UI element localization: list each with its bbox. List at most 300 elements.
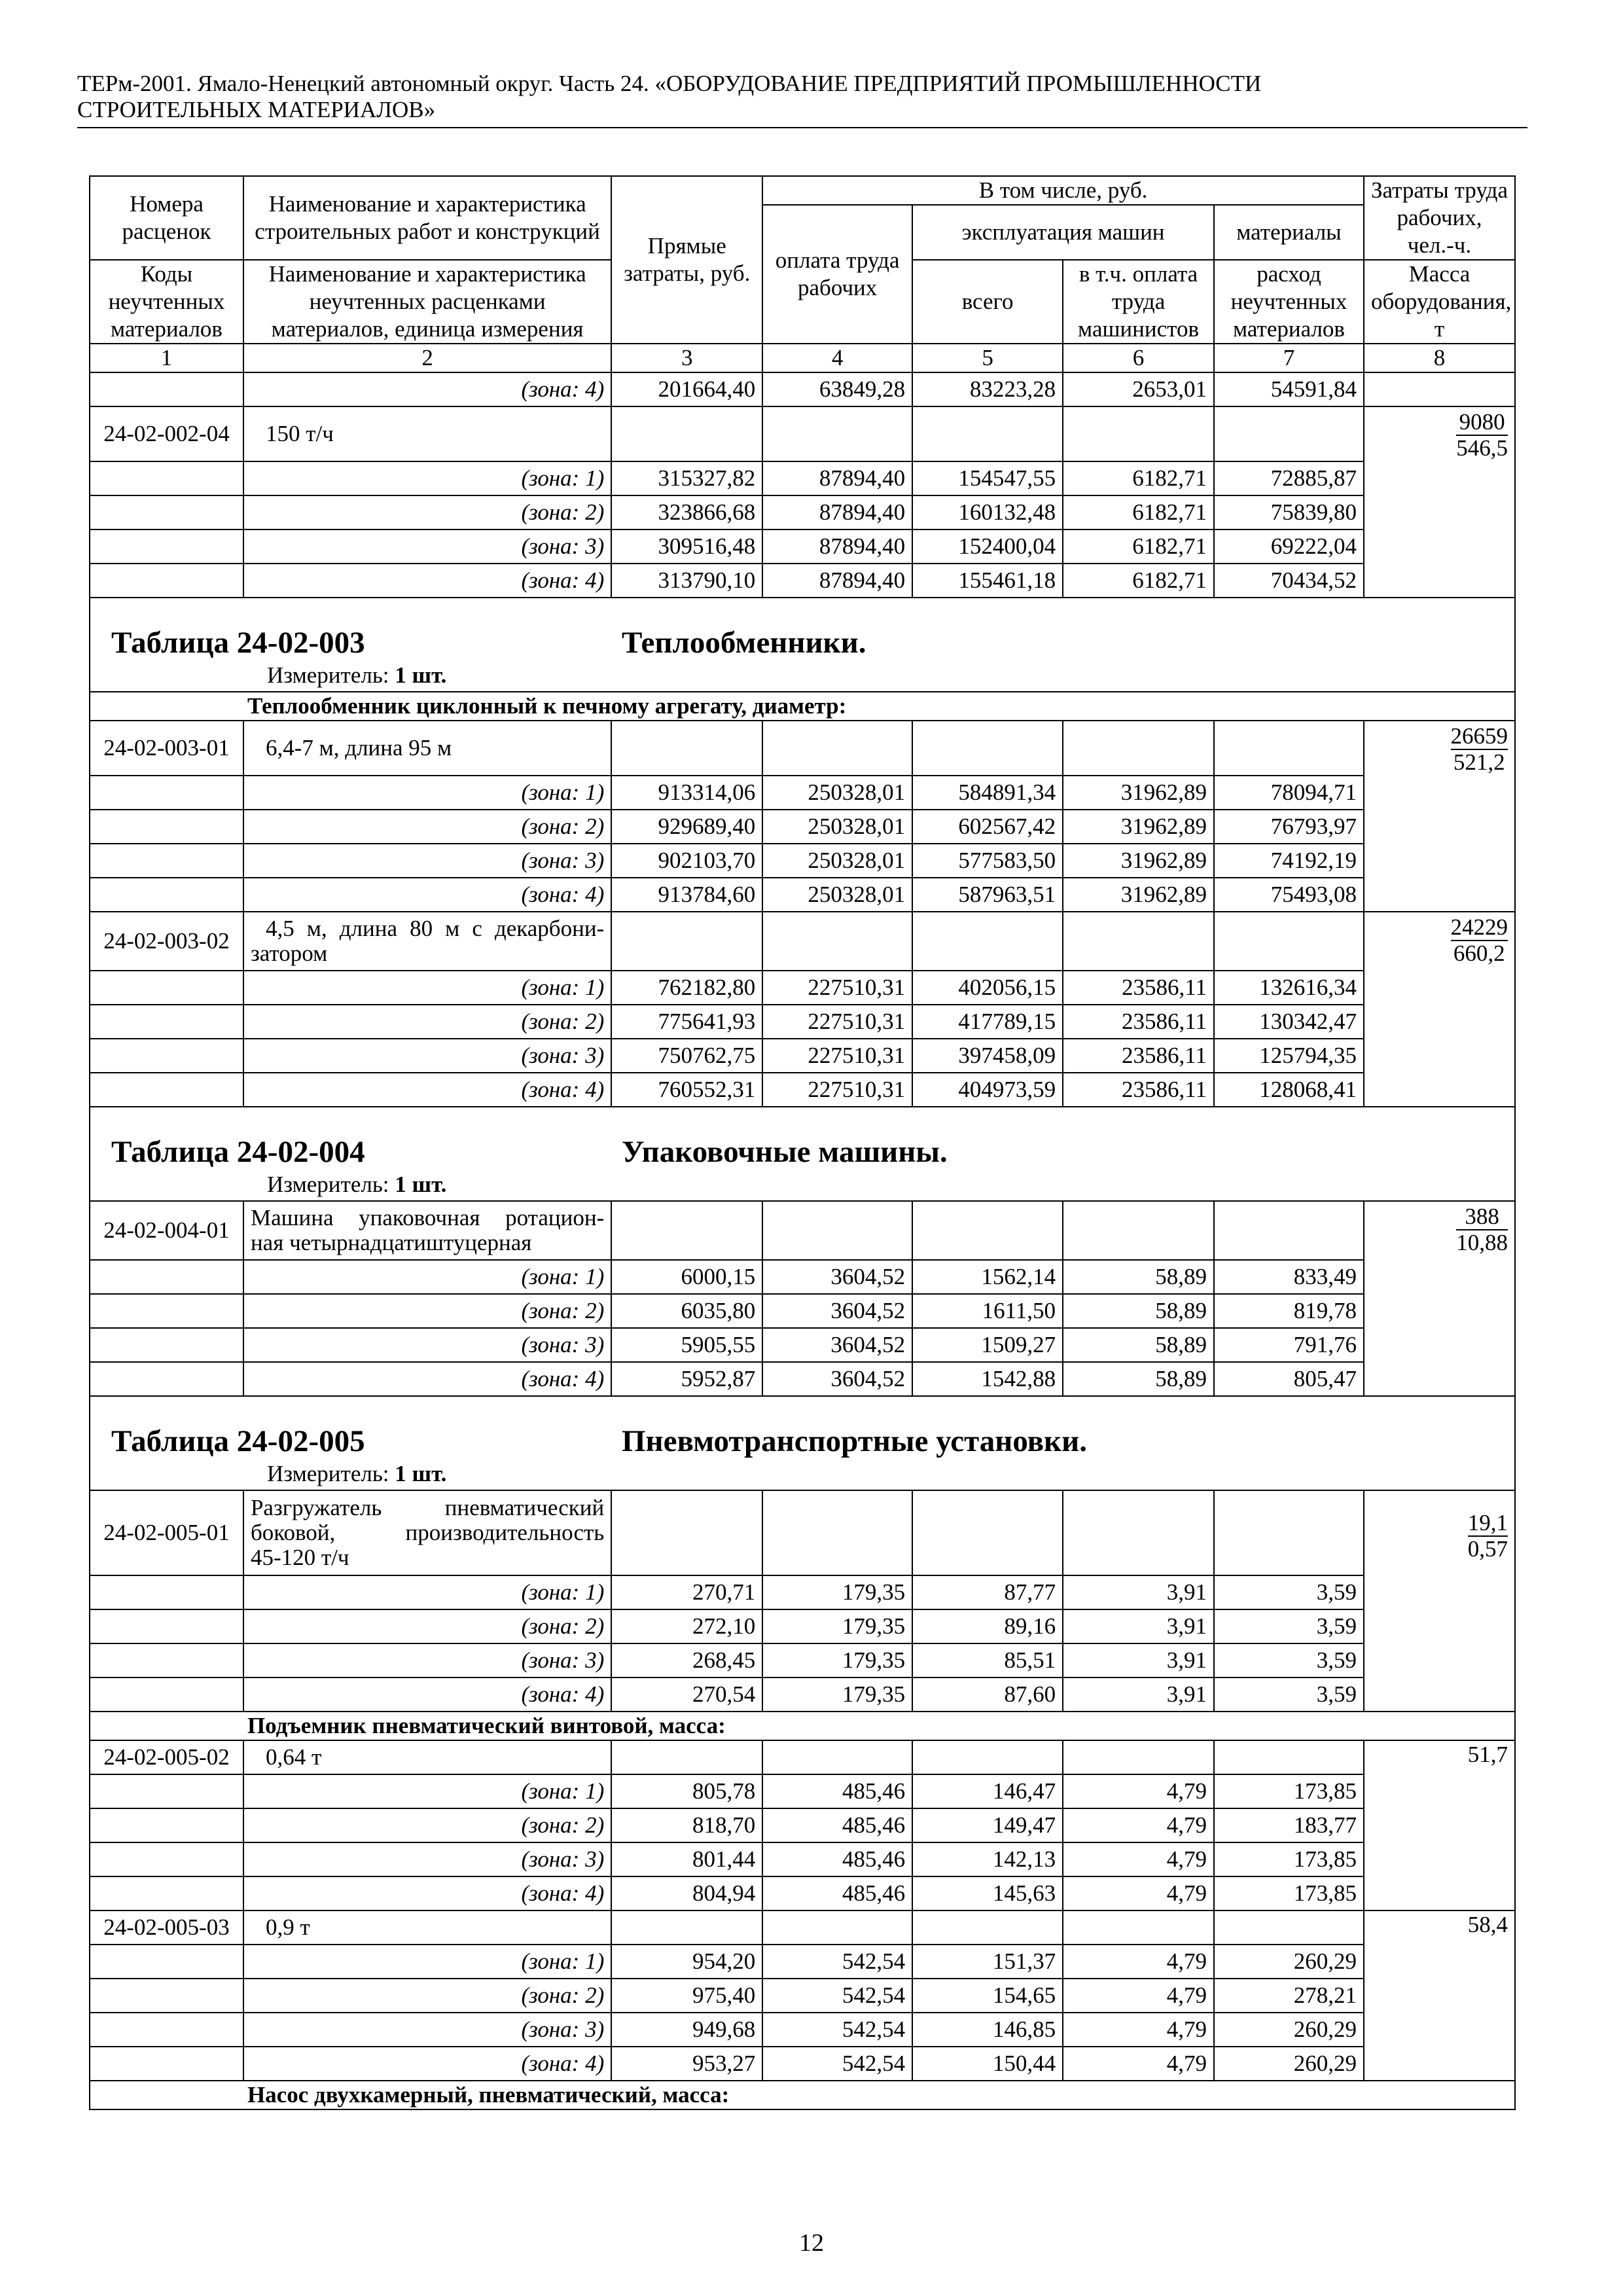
- machinist-pay: 3,91: [1063, 1575, 1214, 1609]
- materials: 260,29: [1214, 2013, 1364, 2047]
- direct-costs: 949,68: [611, 2013, 762, 2047]
- direct-costs: 902103,70: [611, 844, 762, 878]
- page-header: [77, 71, 1524, 123]
- worker-pay: 179,35: [762, 1575, 912, 1609]
- labor-mass: [1364, 721, 1515, 912]
- machinist-pay: 4,79: [1063, 1842, 1214, 1876]
- meter-value: 1 шт.: [395, 1172, 447, 1197]
- labor-value: 388: [1456, 1204, 1508, 1230]
- table-row: [90, 1643, 1515, 1677]
- rate-name-line: 45-120 т/ч: [250, 1545, 349, 1570]
- col-num: 8: [1364, 344, 1515, 372]
- table-row: [90, 1774, 1515, 1808]
- worker-pay: 227510,31: [762, 1039, 912, 1073]
- table-row: [90, 1979, 1515, 2013]
- rate-24-02-002-04: [90, 406, 1515, 598]
- materials: 183,77: [1214, 1808, 1364, 1842]
- machinist-pay: 31962,89: [1063, 810, 1214, 844]
- worker-pay: 179,35: [762, 1677, 912, 1712]
- table-row: [90, 372, 1515, 406]
- worker-pay: 227510,31: [762, 1073, 912, 1107]
- head-total: всего: [912, 260, 1063, 344]
- table-row: [90, 1575, 1515, 1609]
- rate-name: 150 т/ч: [243, 406, 611, 461]
- direct-costs: 323866,68: [611, 495, 762, 529]
- materials: 72885,87: [1214, 461, 1364, 495]
- machine-total: 154547,55: [912, 461, 1063, 495]
- materials: 130342,47: [1214, 1005, 1364, 1039]
- worker-pay: 3604,52: [762, 1294, 912, 1328]
- col-num: 6: [1063, 344, 1214, 372]
- worker-pay: 3604,52: [762, 1362, 912, 1396]
- subheader: Насос двухкамерный, пневматический, масса:: [243, 2081, 1515, 2109]
- labor-value: 26659: [1450, 723, 1508, 749]
- machine-total: 1542,88: [912, 1362, 1063, 1396]
- machine-total: 87,60: [912, 1677, 1063, 1712]
- machinist-pay: 3,91: [1063, 1609, 1214, 1643]
- rate-name-line: Машина упаковочная ротацион-: [250, 1205, 605, 1230]
- machine-total: 417789,15: [912, 1005, 1063, 1039]
- machine-total: 1562,14: [912, 1260, 1063, 1294]
- machinist-pay: 6182,71: [1063, 564, 1214, 598]
- materials: 75493,08: [1214, 878, 1364, 912]
- head-mass: Масса оборудования, т: [1364, 260, 1515, 344]
- head-name-unaccounted: Наименование и характеристика неучтенных расценками материалов, единица измерения: [243, 260, 611, 344]
- table-title: [97, 624, 1508, 661]
- zone-label: (зона: 3): [243, 844, 611, 878]
- worker-pay: 179,35: [762, 1609, 912, 1643]
- direct-costs: 201664,40: [611, 372, 762, 406]
- direct-costs: 818,70: [611, 1808, 762, 1842]
- table-number: Таблица 24-02-003: [111, 626, 365, 660]
- mass-value: 546,5: [1456, 435, 1508, 461]
- header-rule: [77, 127, 1527, 128]
- zone-label: (зона: 2): [243, 1609, 611, 1643]
- worker-pay: 485,46: [762, 1842, 912, 1876]
- zone-label: (зона: 2): [243, 1294, 611, 1328]
- meter-label: Измеритель:: [267, 662, 389, 688]
- subheader: Теплообменник циклонный к печному агрегату, диаметр:: [243, 692, 1515, 721]
- zone-label: (зона: 2): [243, 1005, 611, 1039]
- zone-label: (зона: 3): [243, 529, 611, 564]
- direct-costs: 953,27: [611, 2047, 762, 2081]
- rate-24-02-003-01: [90, 721, 1515, 912]
- worker-pay: 485,46: [762, 1876, 912, 1910]
- table-row: [90, 564, 1515, 598]
- col-num: 3: [611, 344, 762, 372]
- machinist-pay: 4,79: [1063, 2013, 1214, 2047]
- rate-name-line: затором: [250, 941, 328, 966]
- zone-label: (зона: 4): [243, 878, 611, 912]
- page-number: 12: [799, 2229, 824, 2257]
- labor-value: 58,4: [1364, 1910, 1515, 2081]
- meter-value: 1 шт.: [395, 1461, 447, 1486]
- worker-pay: 542,54: [762, 1945, 912, 1979]
- materials: 78094,71: [1214, 776, 1364, 810]
- machine-total: 160132,48: [912, 495, 1063, 529]
- zone-label: (зона: 1): [243, 1575, 611, 1609]
- mass-value: 10,88: [1456, 1230, 1508, 1255]
- table-row: [90, 1328, 1515, 1362]
- table-row: [90, 461, 1515, 495]
- worker-pay: 250328,01: [762, 844, 912, 878]
- rate-24-02-005-03: [90, 1910, 1515, 2081]
- zone-label: (зона: 4): [243, 1876, 611, 1910]
- machine-total: 150,44: [912, 2047, 1063, 2081]
- head-direct-costs: Прямые затраты, руб.: [611, 176, 762, 344]
- machine-total: 87,77: [912, 1575, 1063, 1609]
- subheader-row: [90, 2081, 1515, 2109]
- head-unaccounted-materials: расход неучтенных материалов: [1214, 260, 1364, 344]
- table-row: [90, 1073, 1515, 1107]
- machinist-pay: 4,79: [1063, 1876, 1214, 1910]
- materials: 3,59: [1214, 1575, 1364, 1609]
- zone-label: (зона: 4): [243, 564, 611, 598]
- machine-total: 1611,50: [912, 1294, 1063, 1328]
- direct-costs: 6000,15: [611, 1260, 762, 1294]
- machinist-pay: 31962,89: [1063, 844, 1214, 878]
- machine-total: 85,51: [912, 1643, 1063, 1677]
- machine-total: 577583,50: [912, 844, 1063, 878]
- direct-costs: 272,10: [611, 1609, 762, 1643]
- machinist-pay: 23586,11: [1063, 1039, 1214, 1073]
- table-row: [90, 1260, 1515, 1294]
- col-num: 5: [912, 344, 1063, 372]
- meter: [97, 1460, 1508, 1488]
- table-number: Таблица 24-02-004: [111, 1135, 365, 1169]
- rate-name: [243, 912, 611, 971]
- materials: 3,59: [1214, 1643, 1364, 1677]
- worker-pay: 87894,40: [762, 529, 912, 564]
- zone-label: (зона: 3): [243, 1842, 611, 1876]
- rate-24-02-005-02: [90, 1740, 1515, 1910]
- rate-24-02-003-02: [90, 912, 1515, 1107]
- zone-label: (зона: 1): [243, 776, 611, 810]
- direct-costs: 975,40: [611, 1979, 762, 2013]
- machinist-pay: 6182,71: [1063, 529, 1214, 564]
- rate-name: [243, 1201, 611, 1260]
- table-row: [90, 844, 1515, 878]
- machinist-pay: 23586,11: [1063, 1005, 1214, 1039]
- rate-name: 0,64 т: [243, 1740, 611, 1774]
- col-num: 4: [762, 344, 912, 372]
- table-title: [97, 1423, 1508, 1460]
- zone-label: (зона: 2): [243, 810, 611, 844]
- zone-label: (зона: 2): [243, 1808, 611, 1842]
- machine-total: 151,37: [912, 1945, 1063, 1979]
- header-line-1: ТЕРм-2001. Ямало-Ненецкий автономный округ. Часть 24. «ОБОРУДОВАНИЕ ПРЕДПРИЯТИЙ ПРОМЫШЛЕННОСТИ: [77, 71, 1262, 96]
- direct-costs: 313790,10: [611, 564, 762, 598]
- materials: 173,85: [1214, 1842, 1364, 1876]
- materials: 74192,19: [1214, 844, 1364, 878]
- head-machinist-pay: в т.ч. оплата труда машинистов: [1063, 260, 1214, 344]
- machinist-pay: 58,89: [1063, 1294, 1214, 1328]
- machine-total: 397458,09: [912, 1039, 1063, 1073]
- mass-value: 521,2: [1453, 749, 1505, 775]
- zone-label: (зона: 4): [243, 1677, 611, 1712]
- materials: 69222,04: [1214, 529, 1364, 564]
- worker-pay: 542,54: [762, 1979, 912, 2013]
- rate-name-line: боковой, производительность: [250, 1520, 605, 1545]
- machine-total: 154,65: [912, 1979, 1063, 2013]
- direct-costs: 954,20: [611, 1945, 762, 1979]
- table-row: [90, 810, 1515, 844]
- worker-pay: 3604,52: [762, 1328, 912, 1362]
- machine-total: 146,85: [912, 2013, 1063, 2047]
- machinist-pay: 3,91: [1063, 1677, 1214, 1712]
- direct-costs: 309516,48: [611, 529, 762, 564]
- zone-label: (зона: 1): [243, 1774, 611, 1808]
- machinist-pay: 2653,01: [1063, 372, 1214, 406]
- col-num: 2: [243, 344, 611, 372]
- head-worker-pay: оплата труда рабочих: [762, 205, 912, 344]
- rate-name: [243, 1490, 611, 1575]
- table-row: [90, 776, 1515, 810]
- machinist-pay: 58,89: [1063, 1362, 1214, 1396]
- meter-label: Измеритель:: [267, 1172, 389, 1197]
- machinist-pay: 4,79: [1063, 1945, 1214, 1979]
- labor-mass: [1364, 912, 1515, 1107]
- table-row: [90, 1039, 1515, 1073]
- worker-pay: 3604,52: [762, 1260, 912, 1294]
- table-title-row: [90, 598, 1515, 692]
- worker-pay: 179,35: [762, 1643, 912, 1677]
- materials: 819,78: [1214, 1294, 1364, 1328]
- zone-label: (зона: 2): [243, 1979, 611, 2013]
- table-name: Пневмотранспортные установки.: [622, 1424, 1087, 1458]
- materials: 791,76: [1214, 1328, 1364, 1362]
- machine-total: 602567,42: [912, 810, 1063, 844]
- machine-total: 145,63: [912, 1876, 1063, 1910]
- machinist-pay: 58,89: [1063, 1328, 1214, 1362]
- direct-costs: 804,94: [611, 1876, 762, 1910]
- subheader: Подъемник пневматический винтовой, масса:: [243, 1712, 1515, 1740]
- direct-costs: 270,71: [611, 1575, 762, 1609]
- rate-code: 24-02-005-03: [90, 1910, 243, 1945]
- materials: 173,85: [1214, 1774, 1364, 1808]
- machine-total: 152400,04: [912, 529, 1063, 564]
- zone-label: (зона: 3): [243, 2013, 611, 2047]
- machine-total: 1509,27: [912, 1328, 1063, 1362]
- rate-code: 24-02-003-01: [90, 721, 243, 776]
- direct-costs: 315327,82: [611, 461, 762, 495]
- machinist-pay: 23586,11: [1063, 971, 1214, 1005]
- materials: 260,29: [1214, 1945, 1364, 1979]
- labor-value: 9080: [1456, 410, 1508, 436]
- direct-costs: 913784,60: [611, 878, 762, 912]
- zone-label: (зона: 4): [243, 372, 611, 406]
- zone-label: (зона: 1): [243, 971, 611, 1005]
- table-row: [90, 878, 1515, 912]
- table-row: [90, 1005, 1515, 1039]
- table-row: [90, 406, 1515, 461]
- rate-name: 6,4-7 м, длина 95 м: [243, 721, 611, 776]
- rate-24-02-005-01: [90, 1490, 1515, 1712]
- worker-pay: 87894,40: [762, 564, 912, 598]
- worker-pay: 485,46: [762, 1774, 912, 1808]
- table-row: [90, 1876, 1515, 1910]
- table-row: [90, 1740, 1515, 1774]
- subheader-row: [90, 1712, 1515, 1740]
- machinist-pay: 3,91: [1063, 1643, 1214, 1677]
- meter: [97, 1170, 1508, 1199]
- table-name: Упаковочные машины.: [622, 1135, 948, 1169]
- machine-total: 587963,51: [912, 878, 1063, 912]
- head-including: В том числе, руб.: [762, 176, 1364, 205]
- table-row: [90, 1945, 1515, 1979]
- head-materials: материалы: [1214, 205, 1364, 260]
- rate-24-02-004-01: [90, 1201, 1515, 1396]
- table-row: [90, 971, 1515, 1005]
- worker-pay: 542,54: [762, 2013, 912, 2047]
- meter-value: 1 шт.: [395, 662, 447, 688]
- table-row: [90, 2013, 1515, 2047]
- meter: [97, 661, 1508, 690]
- mass-value: 660,2: [1453, 941, 1505, 966]
- labor-cell: [1364, 372, 1515, 406]
- table-row: [90, 1677, 1515, 1712]
- machine-total: 142,13: [912, 1842, 1063, 1876]
- subheader-row: [90, 692, 1515, 721]
- labor-value: 24229: [1450, 914, 1508, 940]
- table-number: Таблица 24-02-005: [111, 1424, 365, 1458]
- labor-mass: [1364, 1201, 1515, 1396]
- machinist-pay: 31962,89: [1063, 776, 1214, 810]
- machinist-pay: 4,79: [1063, 1774, 1214, 1808]
- machinist-pay: 58,89: [1063, 1260, 1214, 1294]
- table-row: [90, 529, 1515, 564]
- head-codes-unaccounted: Коды неучтенных материалов: [90, 260, 243, 344]
- rate-code: 24-02-004-01: [90, 1201, 243, 1260]
- machinist-pay: 6182,71: [1063, 461, 1214, 495]
- rate-code: 24-02-003-02: [90, 912, 243, 971]
- direct-costs: 801,44: [611, 1842, 762, 1876]
- materials: 3,59: [1214, 1677, 1364, 1712]
- col-num: 1: [90, 344, 243, 372]
- table-row: [90, 1808, 1515, 1842]
- rate-name-line: 4,5 м, длина 80 м с декарбони-: [265, 916, 605, 941]
- col-num: 7: [1214, 344, 1364, 372]
- head-codes: Номера расценок: [90, 176, 243, 260]
- table-row: [90, 1362, 1515, 1396]
- worker-pay: 87894,40: [762, 495, 912, 529]
- direct-costs: 775641,93: [611, 1005, 762, 1039]
- header-line-2: СТРОИТЕЛЬНЫХ МАТЕРИАЛОВ»: [77, 97, 436, 122]
- worker-pay: 250328,01: [762, 776, 912, 810]
- table-name: Теплообменники.: [622, 626, 866, 660]
- machinist-pay: 4,79: [1063, 1808, 1214, 1842]
- worker-pay: 227510,31: [762, 1005, 912, 1039]
- rates-table: [89, 175, 1516, 2110]
- column-number-row: [90, 344, 1515, 372]
- worker-pay: 227510,31: [762, 971, 912, 1005]
- zone-label: (зона: 1): [243, 461, 611, 495]
- table-title: [97, 1134, 1508, 1170]
- machine-total: 155461,18: [912, 564, 1063, 598]
- machinist-pay: 6182,71: [1063, 495, 1214, 529]
- worker-pay: 63849,28: [762, 372, 912, 406]
- meter-label: Измеритель:: [267, 1461, 389, 1486]
- materials: 132616,34: [1214, 971, 1364, 1005]
- rate-name: 0,9 т: [243, 1910, 611, 1945]
- table-row: [90, 495, 1515, 529]
- rate-code: 24-02-005-02: [90, 1740, 243, 1774]
- rate-code: 24-02-002-04: [90, 406, 243, 461]
- direct-costs: 913314,06: [611, 776, 762, 810]
- materials: 278,21: [1214, 1979, 1364, 2013]
- direct-costs: 805,78: [611, 1774, 762, 1808]
- materials: 75839,80: [1214, 495, 1364, 529]
- machine-total: 584891,34: [912, 776, 1063, 810]
- rate-name-line: ная четырнадцатиштуцерная: [250, 1230, 532, 1255]
- table-title-row: [90, 1396, 1515, 1490]
- machine-total: 83223,28: [912, 372, 1063, 406]
- materials: 125794,35: [1214, 1039, 1364, 1073]
- table-row: [90, 1842, 1515, 1876]
- machine-total: 149,47: [912, 1808, 1063, 1842]
- direct-costs: 5952,87: [611, 1362, 762, 1396]
- zone-label: (зона: 4): [243, 1362, 611, 1396]
- labor-value: 51,7: [1364, 1740, 1515, 1910]
- zone-label: (зона: 1): [243, 1945, 611, 1979]
- direct-costs: 750762,75: [611, 1039, 762, 1073]
- machine-total: 404973,59: [912, 1073, 1063, 1107]
- labor-value: 19,1: [1467, 1510, 1508, 1535]
- machinist-pay: 23586,11: [1063, 1073, 1214, 1107]
- table-row: [90, 1910, 1515, 1945]
- table-row: [90, 1294, 1515, 1328]
- worker-pay: 87894,40: [762, 461, 912, 495]
- code-cell: [90, 372, 243, 406]
- table-title-row: [90, 1107, 1515, 1201]
- direct-costs: 6035,80: [611, 1294, 762, 1328]
- materials: 173,85: [1214, 1876, 1364, 1910]
- zone-label: (зона: 4): [243, 1073, 611, 1107]
- machine-total: 402056,15: [912, 971, 1063, 1005]
- direct-costs: 929689,40: [611, 810, 762, 844]
- machine-total: 89,16: [912, 1609, 1063, 1643]
- materials: 128068,41: [1214, 1073, 1364, 1107]
- zone-label: (зона: 3): [243, 1643, 611, 1677]
- zone-label: (зона: 2): [243, 495, 611, 529]
- zone-label: (зона: 1): [243, 1260, 611, 1294]
- direct-costs: 270,54: [611, 1677, 762, 1712]
- head-machine-operation: эксплуатация машин: [912, 205, 1214, 260]
- table-row: [90, 2047, 1515, 2081]
- materials: 805,47: [1214, 1362, 1364, 1396]
- materials: 76793,97: [1214, 810, 1364, 844]
- head-row-1: [90, 176, 1515, 205]
- materials: 260,29: [1214, 2047, 1364, 2081]
- mass-value: 0,57: [1467, 1536, 1508, 1562]
- head-labor: Затраты труда рабочих, чел.-ч.: [1364, 176, 1515, 260]
- materials: 833,49: [1214, 1260, 1364, 1294]
- worker-pay: 250328,01: [762, 878, 912, 912]
- direct-costs: 762182,80: [611, 971, 762, 1005]
- table-row: [90, 912, 1515, 971]
- rate-name-line: Разгружатель пневматический: [250, 1495, 605, 1520]
- table-row: [90, 1609, 1515, 1643]
- materials: 54591,84: [1214, 372, 1364, 406]
- table-row: [90, 1490, 1515, 1575]
- zone-label: (зона: 3): [243, 1039, 611, 1073]
- worker-pay: 485,46: [762, 1808, 912, 1842]
- labor-mass: [1364, 406, 1515, 598]
- machinist-pay: 31962,89: [1063, 878, 1214, 912]
- materials: 70434,52: [1214, 564, 1364, 598]
- zone-label: (зона: 3): [243, 1328, 611, 1362]
- rate-code: 24-02-005-01: [90, 1490, 243, 1575]
